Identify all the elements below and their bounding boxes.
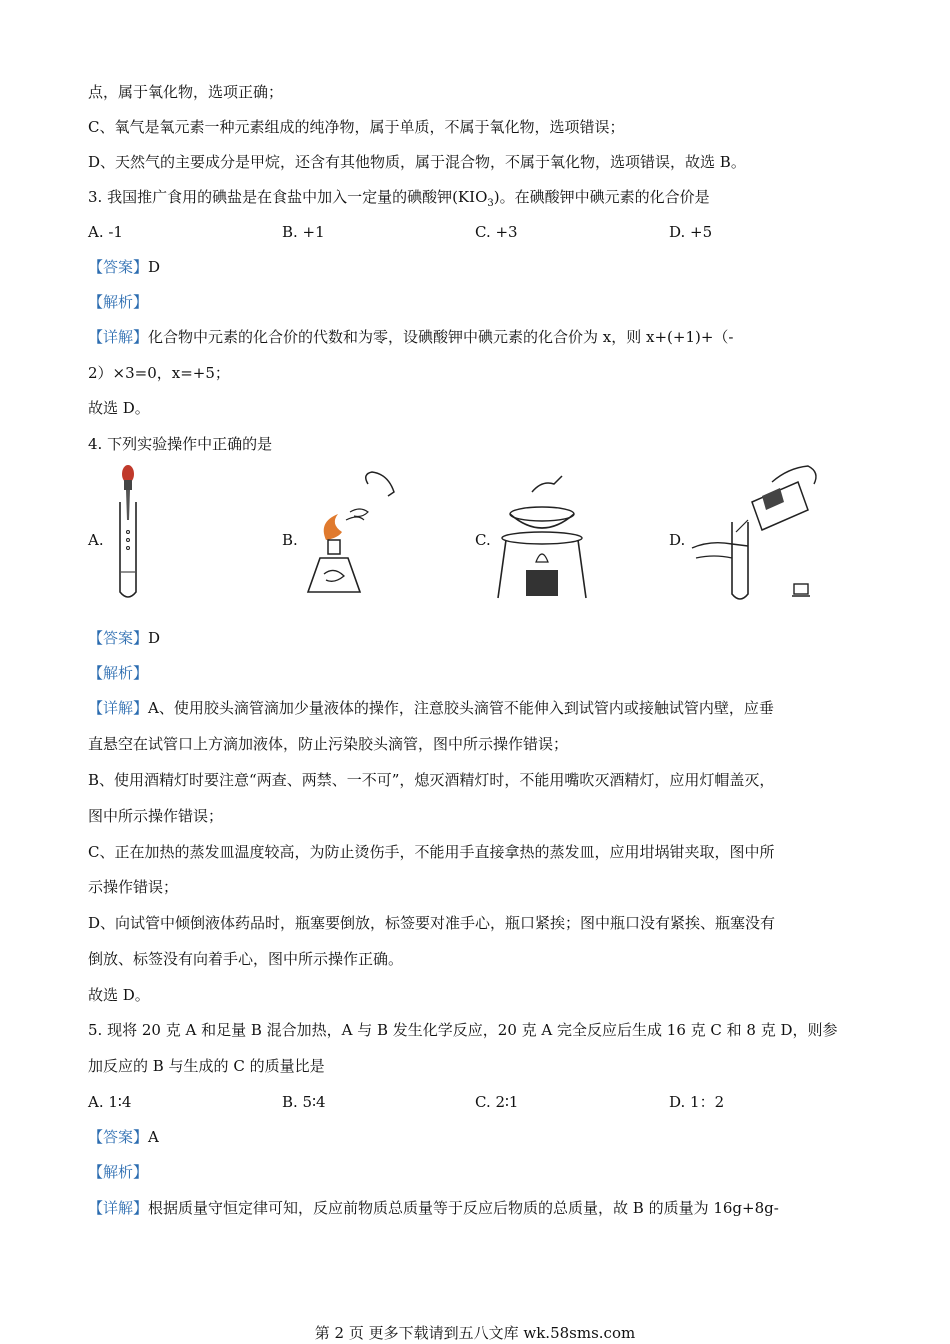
figure-label-c: C.: [475, 531, 491, 549]
evaporating-dish-figure: [492, 462, 592, 602]
text-line: C、氧气是氧元素一种元素组成的纯净物，属于单质，不属于氧化物，选项错误；: [88, 118, 625, 136]
analysis-heading: 【解析】: [88, 293, 149, 311]
alcohol-lamp-figure: [298, 462, 408, 602]
detail-line: 倒放、标签没有向着手心，图中所示操作正确。: [88, 950, 404, 968]
option-d: D. +5: [669, 223, 713, 241]
option-d: D. 1：2: [669, 1093, 725, 1111]
detail-line: 【详解】A、使用胶头滴管滴加少量液体的操作，注意胶头滴管不能伸入到试管内或接触试管内壁，应垂: [88, 699, 774, 717]
conclusion-line: 故选 D。: [88, 986, 150, 1004]
answer-line: 【答案】A: [88, 1128, 159, 1146]
question-4-stem: 4. 下列实验操作中正确的是: [88, 435, 273, 453]
analysis-heading: 【解析】: [88, 1163, 149, 1181]
question-5-options: [88, 1092, 868, 1112]
option-c: C. +3: [475, 223, 518, 241]
page-footer: 第 2 页 更多下载请到五八文库 wk.58sms.com: [314, 1324, 636, 1342]
detail-line: 直悬空在试管口上方滴加液体，防止污染胶头滴管，图中所示操作错误；: [88, 735, 569, 753]
figure-label-a: A.: [88, 531, 104, 549]
detail-line: 【详解】根据质量守恒定律可知，反应前物质总质量等于反应后物质的总质量，故 B 的质量为 16g+8g-: [88, 1199, 779, 1217]
dropper-test-tube-figure: [110, 462, 150, 602]
option-b: B. 5∶4: [282, 1093, 326, 1111]
analysis-heading: 【解析】: [88, 664, 149, 682]
question-3-stem: 3. 我国推广食用的碘盐是在食盐中加入一定量的碘酸钾$(KIO_3)$。在碘酸钾中碘元素的化合价是: [88, 188, 710, 209]
figure-label-b: B.: [282, 531, 298, 549]
detail-line: 图中所示操作错误；: [88, 807, 224, 825]
detail-line: 示操作错误；: [88, 878, 179, 896]
text-line: D、天然气的主要成分是甲烷，还含有其他物质，属于混合物，不属于氧化物，选项错误，故选 B。: [88, 153, 746, 171]
question-5-stem: 5. 现将 20 克 A 和足量 B 混合加热，A 与 B 发生化学反应，20 克 A 完全反应后生成 16 克 C 和 8 克 D，则参: [88, 1021, 838, 1039]
option-a: A. 1∶4: [88, 1093, 132, 1111]
answer-line: 【答案】D: [88, 258, 161, 276]
detail-line: D、向试管中倾倒液体药品时，瓶塞要倒放，标签要对准手心，瓶口紧挨；图中瓶口没有紧挨、瓶塞没有: [88, 914, 776, 932]
option-a: A. -1: [88, 223, 123, 241]
detail-line: 【详解】化合物中元素的化合价的代数和为零，设碘酸钾中碘元素的化合价为 x，则 x+(+1)+（-: [88, 328, 734, 346]
pouring-liquid-figure: [688, 462, 828, 602]
detail-line: B、使用酒精灯时要注意“两查、两禁、一不可”，熄灭酒精灯时，不能用嘴吹灭酒精灯，应用灯帽盖灭，: [88, 771, 775, 789]
text-line: 点，属于氧化物，选项正确；: [88, 83, 284, 101]
answer-line: 【答案】D: [88, 629, 161, 647]
question-5-stem: 加反应的 B 与生成的 C 的质量比是: [88, 1057, 325, 1075]
figure-label-d: D.: [669, 531, 686, 549]
question-3-options: [88, 222, 868, 242]
option-c: C. 2∶1: [475, 1093, 519, 1111]
question-4-figures: [88, 462, 868, 607]
conclusion-line: 故选 D。: [88, 399, 150, 417]
detail-line: 2）×3=0，x=+5；: [88, 364, 230, 382]
detail-line: C、正在加热的蒸发皿温度较高，为防止烫伤手，不能用手直接拿热的蒸发皿，应用坩埚钳夹取，图中所: [88, 843, 775, 861]
option-b: B. +1: [282, 223, 325, 241]
